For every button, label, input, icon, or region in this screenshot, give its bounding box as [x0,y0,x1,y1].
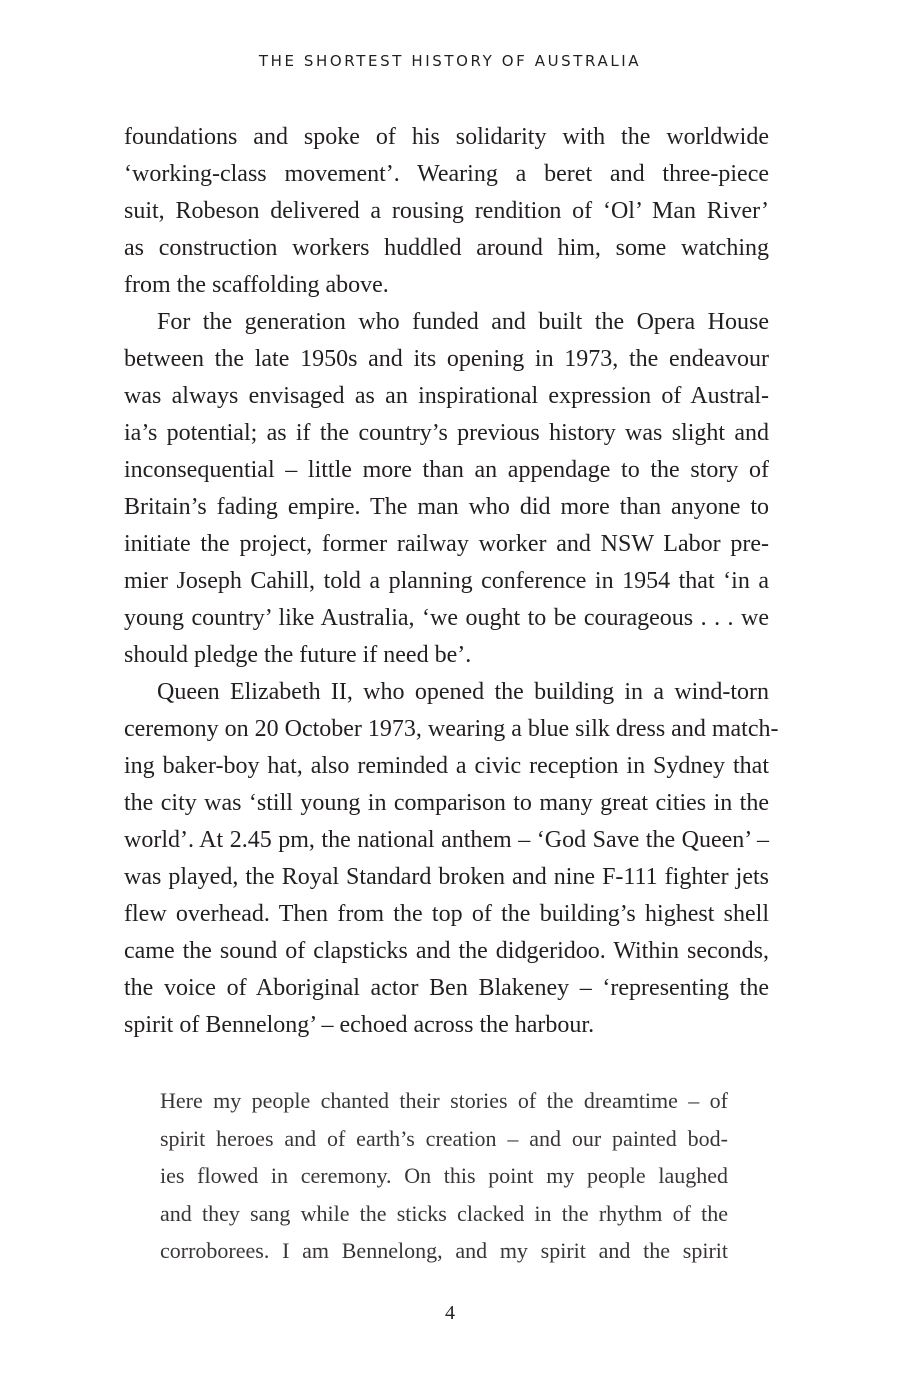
page-number: 4 [445,1302,455,1324]
running-head: THE SHORTEST HISTORY OF AUSTRALIA [258,52,642,70]
text-line: ing baker-boy hat, also reminded a civic reception in Sydney that [124,753,769,779]
paragraph-1 [124,119,769,304]
quote-line: Here my people chanted their stories of the dreamtime – of [160,1088,728,1113]
text-line: world’. At 2.45 pm, the national anthem – ‘God Save the Queen’ – [124,827,769,853]
text-line: flew overhead. Then from the top of the building’s highest shell [124,901,769,927]
quote-line: corroborees. I am Bennelong, and my spirit and the spirit [160,1238,728,1264]
quote-line: and they sang while the sticks clacked in the rhythm of the [160,1200,728,1226]
text-line: inconsequential – little more than an appendage to the story of [124,457,769,483]
text-line: ‘working-class movement’. Wearing a beret and three-piece [124,161,769,187]
quote-line: spirit heroes and of earth’s creation – and our painted bod- [160,1125,728,1151]
text-line: the city was ‘still young in comparison to many great cities in the [124,790,769,816]
quote-line: ies flowed in ceremony. On this point my people laughed [160,1163,728,1189]
text-line: was played, the Royal Standard broken and nine F-111 fighter jets [124,864,769,890]
text-line: young country’ like Australia, ‘we ought to be courageous . . . we [124,605,769,631]
text-line: ceremony on 20 October 1973, wearing a blue silk dress and match- [124,716,779,742]
text-line: ia’s potential; as if the country’s previous history was slight and [124,420,769,446]
text-line: suit, Robeson delivered a rousing rendition of ‘Ol’ Man River’ [124,198,769,224]
text-line: as construction workers huddled around him, some watching [124,235,769,261]
text-line: the voice of Aboriginal actor Ben Blakeney – ‘representing the [124,975,769,1001]
text-line: mier Joseph Cahill, told a planning conference in 1954 that ‘in a [124,568,769,594]
text-line: initiate the project, former railway worker and NSW Labor pre- [124,531,769,557]
text-line: Queen Elizabeth II, who opened the building in a wind-torn [157,679,769,705]
block-quote [160,1082,728,1270]
text-line: For the generation who funded and built the Opera House [157,309,769,335]
body-text [124,119,779,1044]
text-line: between the late 1950s and its opening in 1973, the endeavour [124,346,769,372]
text-line: should pledge the future if need be’. [124,642,472,668]
text-line: Britain’s fading empire. The man who did more than anyone to [124,494,769,520]
text-line: spirit of Bennelong’ – echoed across the harbour. [124,1012,595,1038]
text-line: came the sound of clapsticks and the didgeridoo. Within seconds, [124,938,769,964]
text-line: from the scaffolding above. [124,272,389,298]
text-line: foundations and spoke of his solidarity with the worldwide [124,124,769,150]
paragraph-2 [124,304,769,674]
text-line: was always envisaged as an inspirational expression of Austral- [124,383,769,409]
paragraph-3 [124,674,779,1044]
